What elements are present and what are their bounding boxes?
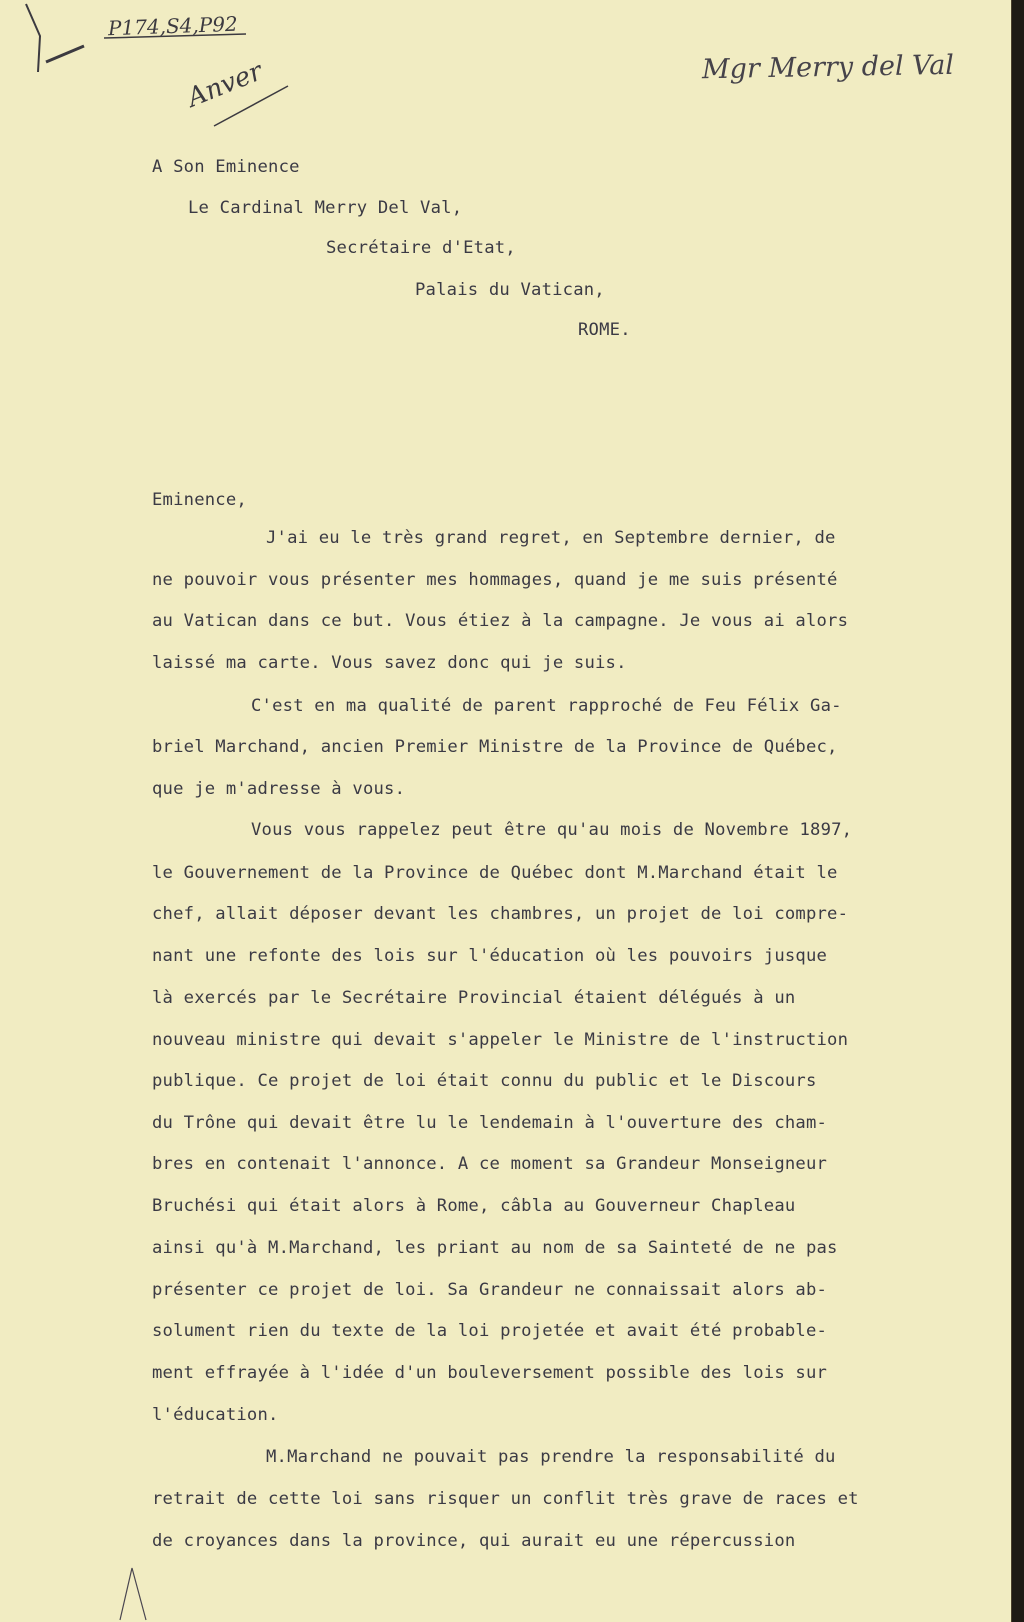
reference-underline [104, 34, 246, 38]
handwritten-annotation: Anver [183, 56, 267, 114]
address-line-name: Le Cardinal Merry Del Val, [188, 198, 463, 218]
body-line: nant une refonte des lois sur l'éducation où les pouvoirs jusque [152, 946, 828, 966]
salutation: Eminence, [152, 490, 247, 510]
body-line: nouveau ministre qui devait s'appeler le Ministre de l'instruction [152, 1030, 849, 1050]
body-line: au Vatican dans ce but. Vous étiez à la campagne. Je vous ai alors [152, 611, 849, 631]
body-line: du Trône qui devait être lu le lendemain à l'ouverture des cham- [152, 1113, 828, 1133]
body-line: que je m'adresse à vous. [152, 779, 406, 799]
body-line: ment effrayée à l'idée d'un bouleversement possible des lois sur [152, 1363, 828, 1383]
address-line-title: Secrétaire d'Etat, [326, 238, 516, 258]
corner-slash-mark [26, 4, 40, 72]
handwritten-corner-note: Mgr Merry del Val [701, 49, 955, 86]
body-line: J'ai eu le très grand regret, en Septembre dernier, de [266, 528, 836, 548]
body-line: retrait de cette loi sans risquer un conflit très grave de races et [152, 1489, 859, 1509]
body-line: C'est en ma qualité de parent rapproché de Feu Félix Ga- [251, 696, 842, 716]
body-line: briel Marchand, ancien Premier Ministre de la Province de Québec, [152, 737, 838, 757]
body-line: laissé ma carte. Vous savez donc qui je suis. [152, 653, 627, 673]
body-line: l'éducation. [152, 1405, 279, 1425]
body-line: présenter ce projet de loi. Sa Grandeur ne connaissait alors ab- [152, 1280, 828, 1300]
page-edge [1012, 0, 1024, 1622]
address-line-city: ROME. [578, 320, 631, 340]
body-line: publique. Ce projet de loi était connu du public et le Discours [152, 1071, 817, 1091]
body-line: Vous vous rappelez peut être qu'au mois de Novembre 1897, [251, 820, 853, 840]
annotation-underline [214, 86, 288, 126]
corner-dash-mark [46, 46, 84, 62]
body-line: solument rien du texte de la loi projetée et avait été probable- [152, 1321, 828, 1341]
address-line-palace: Palais du Vatican, [415, 280, 605, 300]
body-line: le Gouvernement de la Province de Québec dont M.Marchand était le [152, 863, 838, 883]
handwritten-reference-number: P174,S4,P92 [107, 11, 239, 41]
body-line: chef, allait déposer devant les chambres, un projet de loi compre- [152, 904, 849, 924]
body-line: là exercés par le Secrétaire Provincial étaient délégués à un [152, 988, 796, 1008]
body-line: de croyances dans la province, qui aurait eu une répercussion [152, 1531, 796, 1551]
body-line: Bruchési qui était alors à Rome, câbla au Gouverneur Chapleau [152, 1196, 796, 1216]
body-line: ne pouvoir vous présenter mes hommages, quand je me suis présenté [152, 570, 838, 590]
body-line: M.Marchand ne pouvait pas prendre la responsabilité du [266, 1447, 836, 1467]
address-line-recipient: A Son Eminence [152, 157, 300, 177]
body-line: ainsi qu'à M.Marchand, les priant au nom de sa Sainteté de ne pas [152, 1238, 838, 1258]
bottom-margin-mark [120, 1568, 146, 1620]
body-line: bres en contenait l'annonce. A ce moment sa Grandeur Monseigneur [152, 1154, 828, 1174]
